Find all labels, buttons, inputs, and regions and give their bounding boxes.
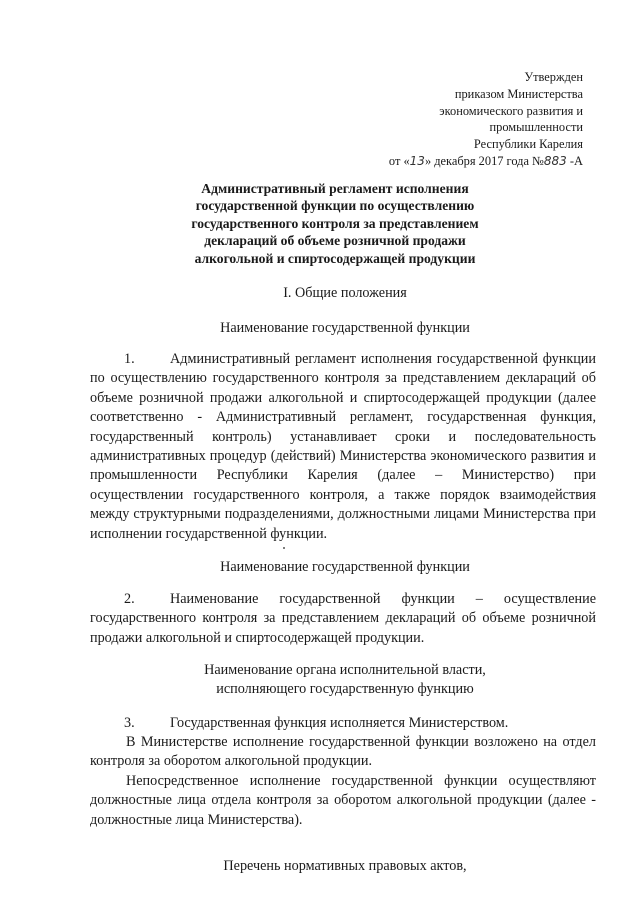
paragraph-number: 2. [124,591,135,607]
date-suffix: -А [566,153,583,168]
paragraph-text: В Министерстве исполнение государственной функции возложено на отдел контроля за оборотом алкогольной продукции. [90,734,596,770]
title-line: государственной функции по осуществлению [195,198,475,214]
approval-date [389,153,583,170]
approval-line: экономического развития и [439,103,583,118]
approval-stamp [389,69,583,170]
title-line: алкогольной и спиртосодержащей продукции [194,250,476,266]
paragraph-1 [90,350,596,544]
date-prefix: от « [388,153,410,168]
heading-line: Наименование органа исполнительной власти, [204,662,486,678]
handwritten-number: 883 [543,153,567,168]
approval-line: приказом Министерства [454,86,583,101]
paragraph-text: Наименование государственной функции – осуществление государственного контроля за представлением деклараций об объеме розничной продажи алкогольной и спиртосодержащей продукции. [90,591,596,646]
paragraph-text: Непосредственное исполнение государственной функции осуществляют должностные лица отдела контроля за оборотом алкогольной продукции (далее - должностные лица Министерства). [90,773,596,828]
paragraph-number: 3. [124,715,135,731]
subsection-heading [90,661,600,699]
handwritten-day: 13 [409,153,425,168]
scan-speck [283,547,285,549]
paragraph-5 [90,772,596,830]
approval-line: промышленности [489,120,583,135]
paragraph-text: Административный регламент исполнения государственной функции по осуществлению государственного контроля за представлением деклараций об объеме розничной продажи алкогольной и спиртосодержащей продукции (далее соответственно - Административный регламент, государственная функция, государственный контроль) устанавливает сроки и последовательность административных процедур (действий) Министерства экономического развития и промышленности Республики Карелия (далее – Министерство) при осуществлении государственного контроля, а также порядок взаимодействия между структурными подразделениями, должностными лицами Министерства при исполнении государственной функции. [90,351,596,542]
document-title [150,180,520,267]
title-line: Административный регламент исполнения [201,181,469,196]
subsection-heading: Наименование государственной функции [220,559,470,575]
paragraph-text: Государственная функция исполняется Министерством. [170,715,509,731]
title-line: деклараций об объеме розничной продажи [204,233,466,249]
date-mid: » декабря 2017 года № [424,153,544,168]
paragraph-4 [90,733,596,772]
section-heading: I. Общие положения [283,285,407,301]
paragraph-3 [90,714,596,733]
approval-line: Утвержден [524,70,583,84]
title-line: государственного контроля за представлением [191,215,479,231]
paragraph-2 [90,590,596,648]
subsection-heading: Перечень нормативных правовых актов, [223,858,467,874]
subsection-heading: Наименование государственной функции [220,320,470,336]
heading-line: исполняющего государственную функцию [216,681,474,697]
paragraph-number: 1. [124,351,135,367]
approval-line: Республики Карелия [473,137,583,152]
